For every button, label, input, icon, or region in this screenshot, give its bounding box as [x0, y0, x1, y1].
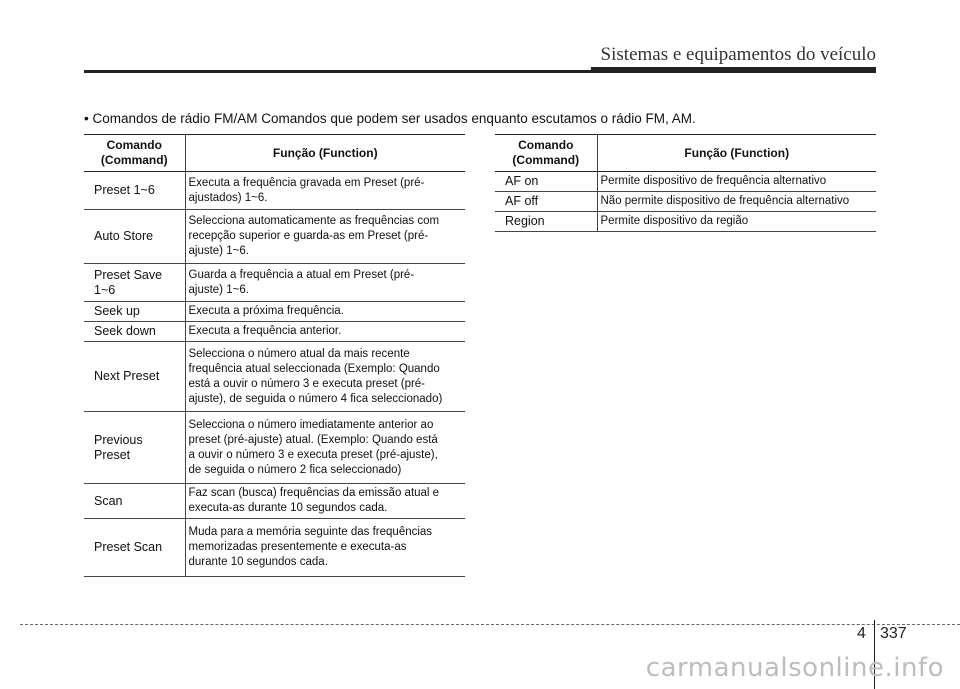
- table-row: [495, 172, 876, 192]
- table-row: [84, 412, 465, 484]
- command-cell: Seek up: [84, 302, 185, 322]
- table-row: [84, 519, 465, 577]
- table-row: [84, 210, 465, 264]
- command-cell: Auto Store: [84, 210, 185, 264]
- function-cell: Selecciona o número imediatamente anterior ao preset (pré-ajuste) atual. (Exemplo: Quando está a ouvir o número 3 e executa preset (pré-ajuste), de seguida o número 2 fica seleccionado): [185, 412, 465, 484]
- command-cell: Region: [495, 212, 597, 232]
- command-cell: Preset Save 1~6: [84, 264, 185, 302]
- column-header-function-label: Função (Function): [272, 145, 378, 160]
- fm-am-command-table: [84, 134, 465, 577]
- watermark: carmanualsonline.info: [645, 653, 944, 683]
- column-header-command-label: Comando (Command): [100, 138, 168, 167]
- table-row: [495, 192, 876, 212]
- column-header-command: [495, 135, 597, 172]
- intro-text: • Comandos de rádio FM/AM Comandos que podem ser usados enquanto escutamos o rádio FM, AM.: [84, 111, 696, 126]
- chapter-number: 4: [857, 625, 866, 642]
- table-row: [84, 342, 465, 412]
- function-cell: Guarda a frequência a atual em Preset (pré- ajuste) 1~6.: [185, 264, 465, 302]
- header-divider: [84, 70, 876, 73]
- table-row: [84, 302, 465, 322]
- footer-dashed-rule: [20, 624, 960, 625]
- column-header-function: [185, 135, 465, 172]
- function-cell: Selecciona o número atual da mais recente frequência atual seleccionada (Exemplo: Quando está a ouvir o número 3 e executa preset (pré- ajuste), de seguida o número 4 fica seleccionado): [185, 342, 465, 412]
- table-row: [84, 172, 465, 210]
- column-header-command: [84, 135, 185, 172]
- function-cell: Selecciona automaticamente as frequências com recepção superior e guarda-as em Preset (pré- ajuste) 1~6.: [185, 210, 465, 264]
- function-cell: Permite dispositivo da região: [597, 212, 876, 232]
- function-cell: Muda para a memória seguinte das frequências memorizadas presentemente e executa-as durante 10 segundos cada.: [185, 519, 465, 577]
- command-cell: Preset Scan: [84, 519, 185, 577]
- table-row: [84, 322, 465, 342]
- function-cell: Permite dispositivo de frequência alternativo: [597, 172, 876, 192]
- table-row: [495, 212, 876, 232]
- command-cell: AF off: [495, 192, 597, 212]
- table-row: [84, 264, 465, 302]
- command-cell: Seek down: [84, 322, 185, 342]
- command-cell: Previous Preset: [84, 412, 185, 484]
- page-number: 337: [880, 625, 907, 642]
- table-row: [84, 484, 465, 519]
- af-command-table: [495, 134, 876, 232]
- function-cell: Executa a frequência gravada em Preset (pré- ajustados) 1~6.: [185, 172, 465, 210]
- column-header-command-label: Comando (Command): [512, 138, 580, 167]
- column-header-function-label: Função (Function): [684, 145, 790, 160]
- command-cell: AF on: [495, 172, 597, 192]
- function-cell: Executa a próxima frequência.: [185, 302, 465, 322]
- function-cell: Executa a frequência anterior.: [185, 322, 465, 342]
- section-title: Sistemas e equipamentos do veículo: [600, 44, 876, 65]
- column-header-function: [597, 135, 876, 172]
- function-cell: Faz scan (busca) frequências da emissão atual e executa-as durante 10 segundos cada.: [185, 484, 465, 519]
- command-cell: Scan: [84, 484, 185, 519]
- command-cell: Preset 1~6: [84, 172, 185, 210]
- command-cell: Next Preset: [84, 342, 185, 412]
- function-cell: Não permite dispositivo de frequência alternativo: [597, 192, 876, 212]
